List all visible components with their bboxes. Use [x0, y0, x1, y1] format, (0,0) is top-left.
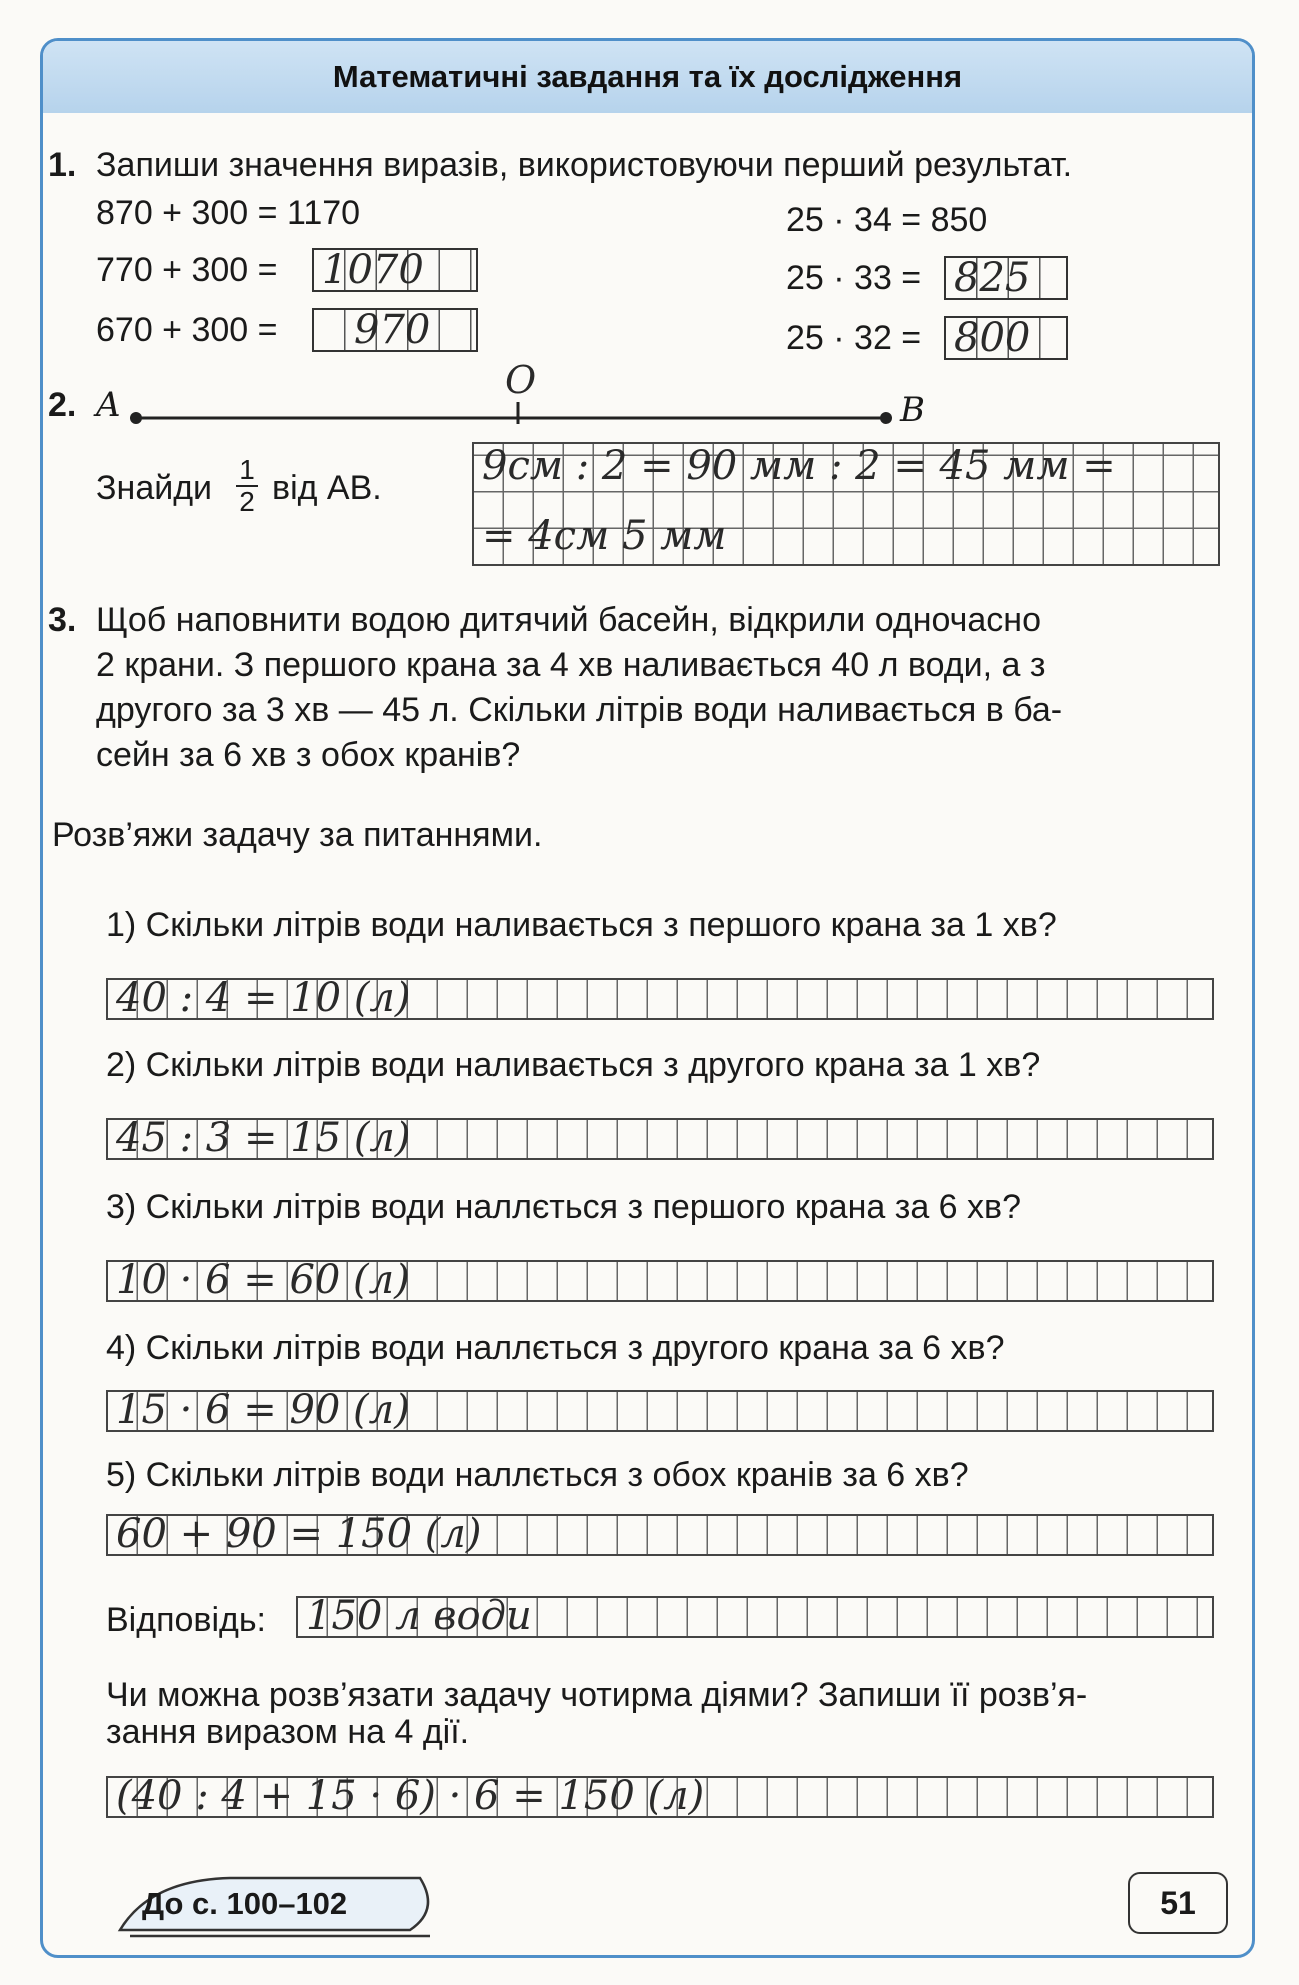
question-4: 4) Скільки літрів води наллється з другого крана за 6 хв?	[106, 1329, 1005, 1367]
task2-number: 2.	[48, 386, 77, 424]
task1-right-answer-box-2[interactable]	[944, 256, 1068, 300]
task1-right-answer-3: 800	[954, 315, 1031, 361]
fraction-one-half	[236, 455, 258, 517]
answer-row-5[interactable]	[106, 1511, 1214, 1557]
task1-left-expr-2: 770 + 300 =	[96, 251, 278, 289]
answer-3: 10 · 6 = 60 (л)	[116, 1257, 410, 1303]
task1-left-expr-3: 670 + 300 =	[96, 311, 278, 349]
task1-right-expr-1: 25 · 34 = 850	[786, 201, 988, 239]
page-header	[43, 41, 1252, 113]
task3-text-line-1: Щоб наповнити водою дитячий басейн, відкрили одночасно	[96, 601, 1041, 639]
final-answer: 150 л води	[306, 1593, 532, 1639]
page-number: 51	[1160, 1884, 1196, 1921]
task2-answer-grid[interactable]	[472, 442, 1220, 566]
midpoint-label: O	[505, 358, 537, 402]
point-a-label: A	[96, 385, 121, 425]
answer-2: 45 : 3 = 15 (л)	[116, 1115, 411, 1161]
task2-answer-line2: = 4см 5 мм	[482, 513, 727, 559]
fraction-numerator: 1	[239, 454, 255, 485]
point-a-dot	[130, 412, 142, 424]
task3-text-line-4: сейн за 6 хв з обох кранів?	[96, 736, 521, 774]
question-3: 3) Скільки літрів води наллється з першого крана за 6 хв?	[106, 1188, 1021, 1226]
task1-right-answer-2: 825	[954, 255, 1031, 301]
task3-instruction: Розв’яжи задачу за питаннями.	[52, 816, 543, 854]
extra-question-line2: зання виразом на 4 дії.	[106, 1713, 470, 1751]
point-b-label: B	[900, 390, 925, 430]
point-b-dot	[880, 412, 892, 424]
extra-answer-row[interactable]	[106, 1773, 1214, 1819]
page-title: Математичні завдання та їх дослідження	[332, 59, 963, 94]
answer-label: Відповідь:	[106, 1601, 267, 1639]
task3-number: 3.	[48, 601, 77, 639]
task2-prompt-after: від AB.	[272, 469, 382, 507]
fraction-denominator: 2	[239, 486, 255, 517]
answer-1: 40 : 4 = 10 (л)	[116, 975, 411, 1021]
task1-left-answer-2: 1070	[322, 247, 424, 293]
task3-text-line-3: другого за 3 хв — 45 л. Скільки літрів води наливається в ба-	[96, 691, 1063, 729]
extra-question-line1: Чи можна розв’язати задачу чотирма діями? Запиши її розв’я-	[106, 1676, 1088, 1714]
answer-row-2[interactable]	[106, 1115, 1214, 1161]
question-1: 1) Скільки літрів води наливається з першого крана за 1 хв?	[106, 906, 1057, 944]
answer-row-1[interactable]	[106, 975, 1214, 1021]
task2-answer-line1: 9см : 2 = 90 мм : 2 = 45 мм =	[482, 443, 1116, 489]
answer-row-4[interactable]	[106, 1387, 1214, 1433]
question-5: 5) Скільки літрів води наллється з обох кранів за 6 хв?	[106, 1456, 969, 1494]
answer-row-3[interactable]	[106, 1257, 1214, 1303]
extra-answer: (40 : 4 + 15 · 6) · 6 = 150 (л)	[116, 1773, 705, 1819]
task1-number: 1.	[48, 146, 77, 184]
task1-left-answer-3: 970	[354, 307, 431, 353]
task3-text-line-2: 2 крани. З першого крана за 4 хв наливається 40 л води, а з	[96, 646, 1046, 684]
task1-right-expr-2: 25 · 33 =	[786, 259, 922, 297]
task1-left-expr-1: 870 + 300 = 1170	[96, 194, 361, 232]
task1-prompt: Запиши значення виразів, використовуючи перший результат.	[96, 146, 1073, 184]
question-2: 2) Скільки літрів води наливається з другого крана за 1 хв?	[106, 1046, 1041, 1084]
final-answer-row[interactable]	[296, 1593, 1214, 1639]
page-reference: До с. 100–102	[142, 1886, 348, 1921]
task1-left-answer-box-2[interactable]	[312, 248, 478, 292]
task1-right-expr-3: 25 · 32 =	[786, 319, 922, 357]
task2-prompt-before: Знайди	[96, 469, 213, 507]
task1-right-answer-box-3[interactable]	[944, 316, 1068, 360]
answer-4: 15 · 6 = 90 (л)	[116, 1387, 410, 1433]
task1-left-answer-box-3[interactable]	[312, 308, 478, 352]
answer-5: 60 + 90 = 150 (л)	[116, 1511, 482, 1557]
page-number-box	[1128, 1872, 1228, 1934]
